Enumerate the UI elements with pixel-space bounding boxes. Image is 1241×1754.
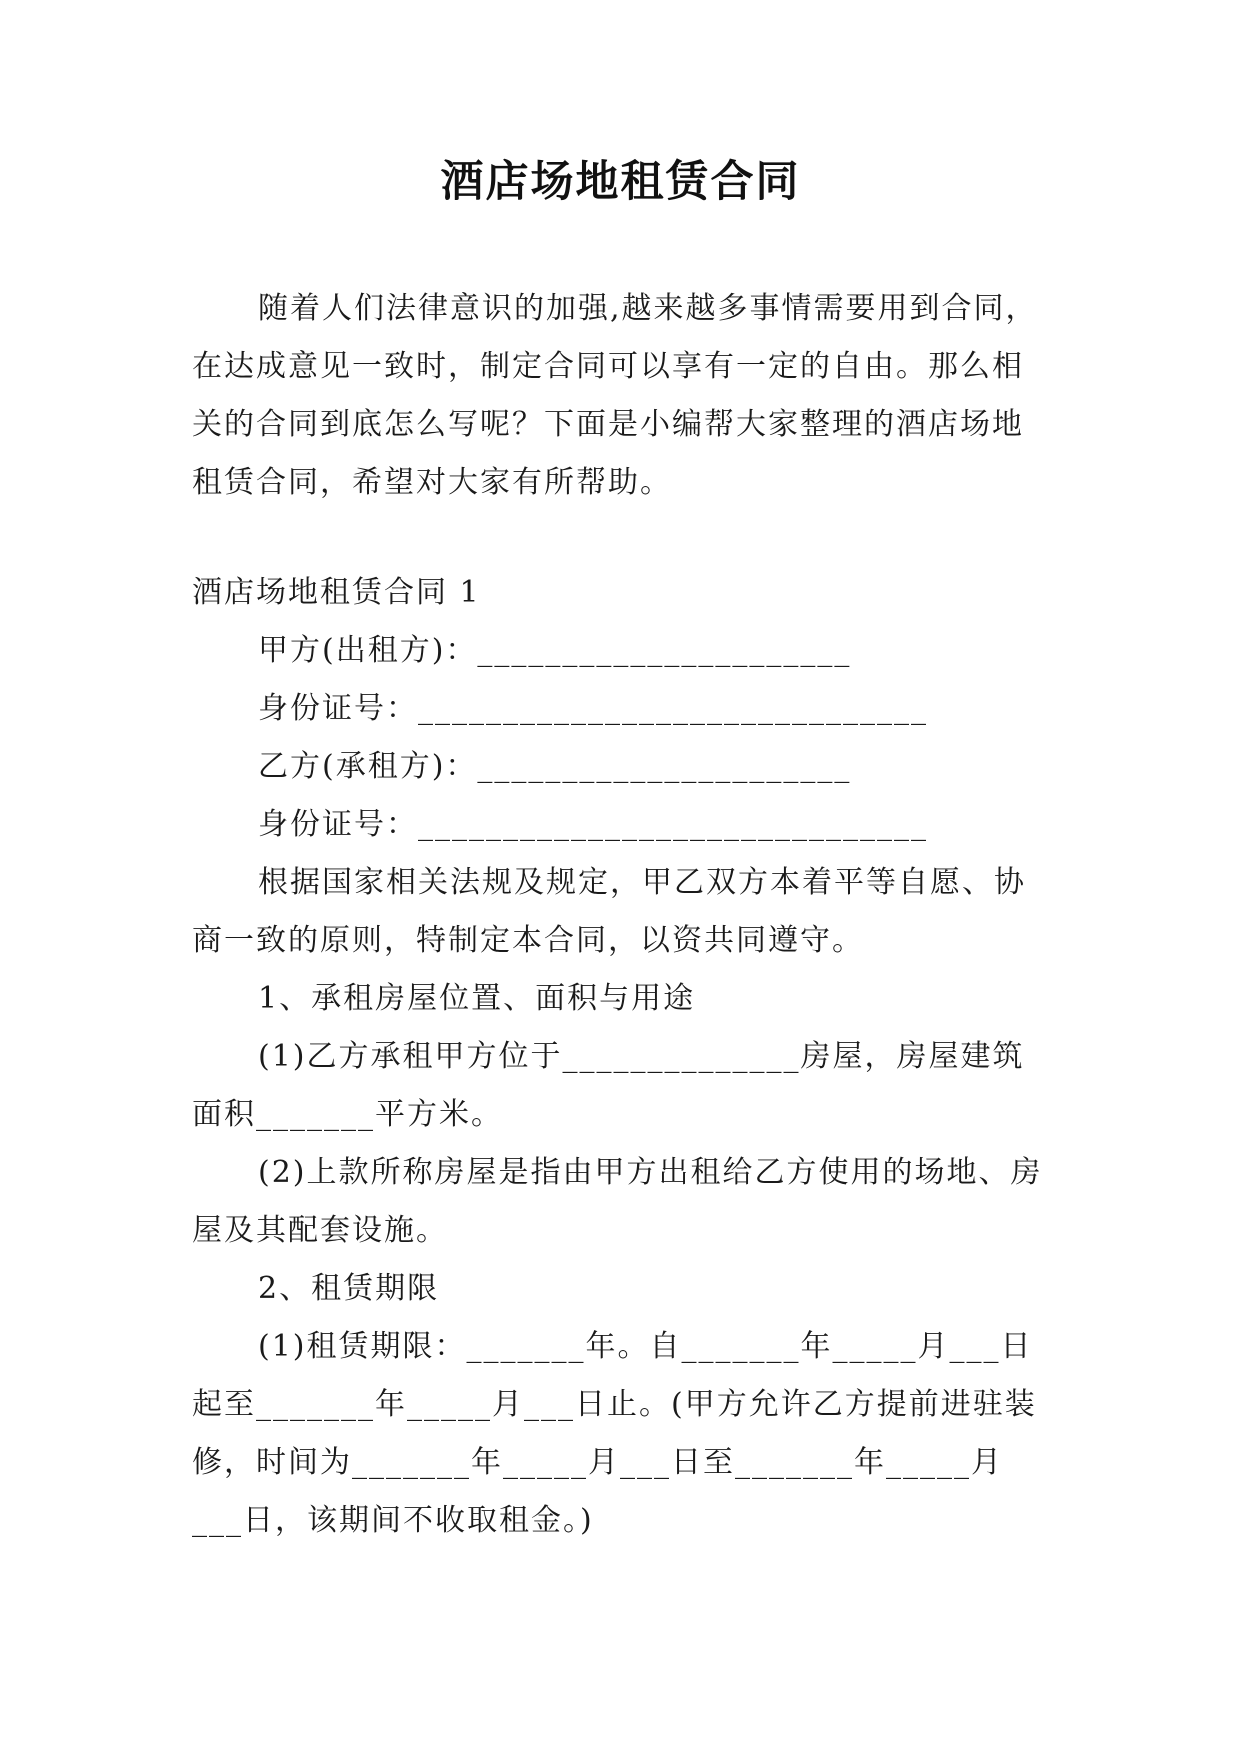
party-a-line: 甲方(出租方)：______________________ <box>258 633 852 668</box>
document-body <box>192 280 1052 1550</box>
section-heading: 酒店场地租赁合同 1 <box>192 575 481 610</box>
intro-paragraph: 随着人们法律意识的加强,越来越多事情需要用到合同，在达成意见一致时，制定合同可以享有一定的自由。那么相关的合同到底怎么写呢？下面是小编帮大家整理的酒店场地租赁合同，希望对大家有所帮助。 <box>192 291 1038 500</box>
clause-2-heading: 2、租赁期限 <box>258 1271 440 1306</box>
clause-2-item-1: (1)租赁期限：_______年。自_______年_____月___日起至_______年_____月___日止。(甲方允许乙方提前进驻装修，时间为_______年_____月___日至_______年_____月___日，该期间不收取租金。) <box>192 1329 1037 1538</box>
clause-1-item-1: (1)乙方承租甲方位于______________房屋，房屋建筑面积_______平方米。 <box>192 1039 1025 1132</box>
party-b-line: 乙方(承租方)：______________________ <box>258 749 852 784</box>
clause-1-item-2: (2)上款所称房屋是指由甲方出租给乙方使用的场地、房屋及其配套设施。 <box>192 1155 1043 1248</box>
party-b-id-line: 身份证号：______________________________ <box>258 807 928 842</box>
document-title: 酒店场地租赁合同 <box>440 157 801 207</box>
party-a-id-line: 身份证号：______________________________ <box>258 691 928 726</box>
preamble-paragraph: 根据国家相关法规及规定，甲乙双方本着平等自愿、协商一致的原则，特制定本合同，以资共同遵守。 <box>192 865 1026 958</box>
clause-1-heading: 1、承租房屋位置、面积与用途 <box>258 981 696 1016</box>
